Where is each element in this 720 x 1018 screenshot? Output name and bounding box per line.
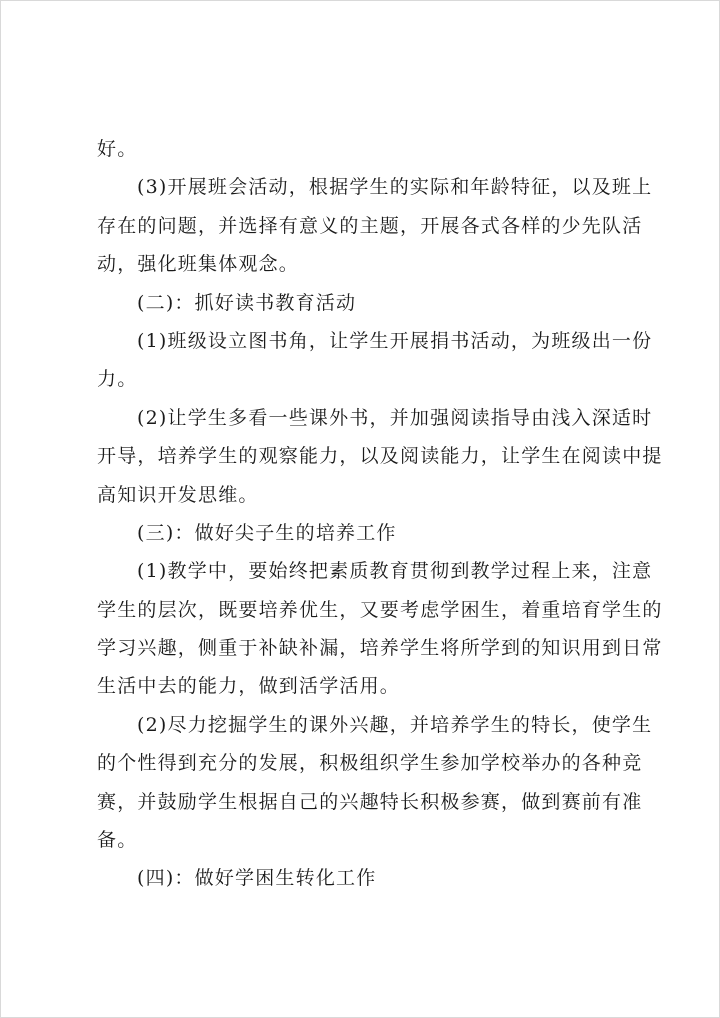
paragraph-line: 存在的问题，并选择有意义的主题，开展各式各样的少先队活: [97, 214, 643, 237]
paragraph-line: 好。: [97, 138, 138, 160]
paragraph-line: (2)尽力挖掘学生的课外兴趣，并培养学生的特长，使学生: [137, 713, 653, 736]
paragraph-line: 备。: [97, 829, 138, 852]
paragraph-line: 赛，并鼓励学生根据自己的兴趣特长积极参赛，做到赛前有准: [97, 790, 643, 813]
section-heading: (四)：做好学困生转化工作: [137, 867, 377, 890]
document-body: [97, 130, 663, 898]
paragraph-line: (2)让学生多看一些课外书，并加强阅读指导由浅入深适时: [137, 406, 653, 429]
paragraph-line: 动，强化班集体观念。: [97, 253, 300, 276]
paragraph-line: 高知识开发思维。: [97, 483, 259, 506]
paragraph-line: 生活中去的能力，做到活学活用。: [97, 675, 401, 698]
paragraph-line: 开导，培养学生的观察能力，以及阅读能力，让学生在阅读中提: [97, 445, 663, 468]
paragraph-line: (3)开展班会活动，根据学生的实际和年龄特征，以及班上: [137, 176, 653, 199]
paragraph-line: 学生的层次，既要培养优生，又要考虑学困生，着重培育学生的: [97, 598, 663, 621]
section-heading: (三)：做好尖子生的培养工作: [137, 521, 397, 544]
paragraph-line: (1)班级设立图书角，让学生开展捐书活动，为班级出一份: [137, 329, 653, 352]
paragraph-line: 学习兴趣，侧重于补缺补漏，培养学生将所学到的知识用到日常: [97, 637, 663, 660]
paragraph-line: 力。: [97, 368, 138, 391]
section-heading: (二)：抓好读书教育活动: [137, 291, 357, 314]
paragraph-line: 的个性得到充分的发展，积极组织学生参加学校举办的各种竞: [97, 752, 643, 775]
paragraph-line: (1)教学中，要始终把素质教育贯彻到教学过程上来，注意: [137, 560, 653, 583]
